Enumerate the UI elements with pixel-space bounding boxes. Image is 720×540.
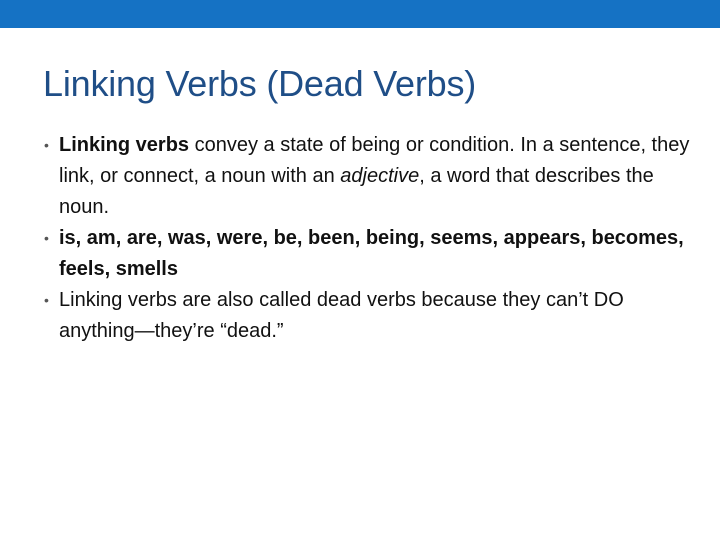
dead-verbs-text: Linking verbs are also called dead verbs because they can’t DO anything—they’re “dead.” <box>59 289 624 342</box>
bullet-item-examples <box>44 223 704 285</box>
top-accent-bar <box>0 0 720 28</box>
definition-text: convey a state of being or condition. In a sentence, they link, or connect, a noun with an <box>59 134 690 187</box>
bullet-list <box>44 130 704 347</box>
bullet-item-dead-verbs <box>44 285 704 347</box>
bullet-marker: • <box>44 292 49 308</box>
definition-text-end: , a word that describes the noun. <box>59 165 654 218</box>
bullet-marker: • <box>44 230 49 246</box>
bullet-item-definition <box>44 130 704 223</box>
slide-title: Linking Verbs (Dead Verbs) <box>43 63 477 104</box>
bold-term: Linking verbs <box>59 134 190 156</box>
example-verbs-text: is, am, are, was, were, be, been, being, seems, appears, becomes, feels, smells <box>59 227 684 280</box>
italic-term: adjective <box>340 165 420 187</box>
bullet-marker: • <box>44 137 49 153</box>
